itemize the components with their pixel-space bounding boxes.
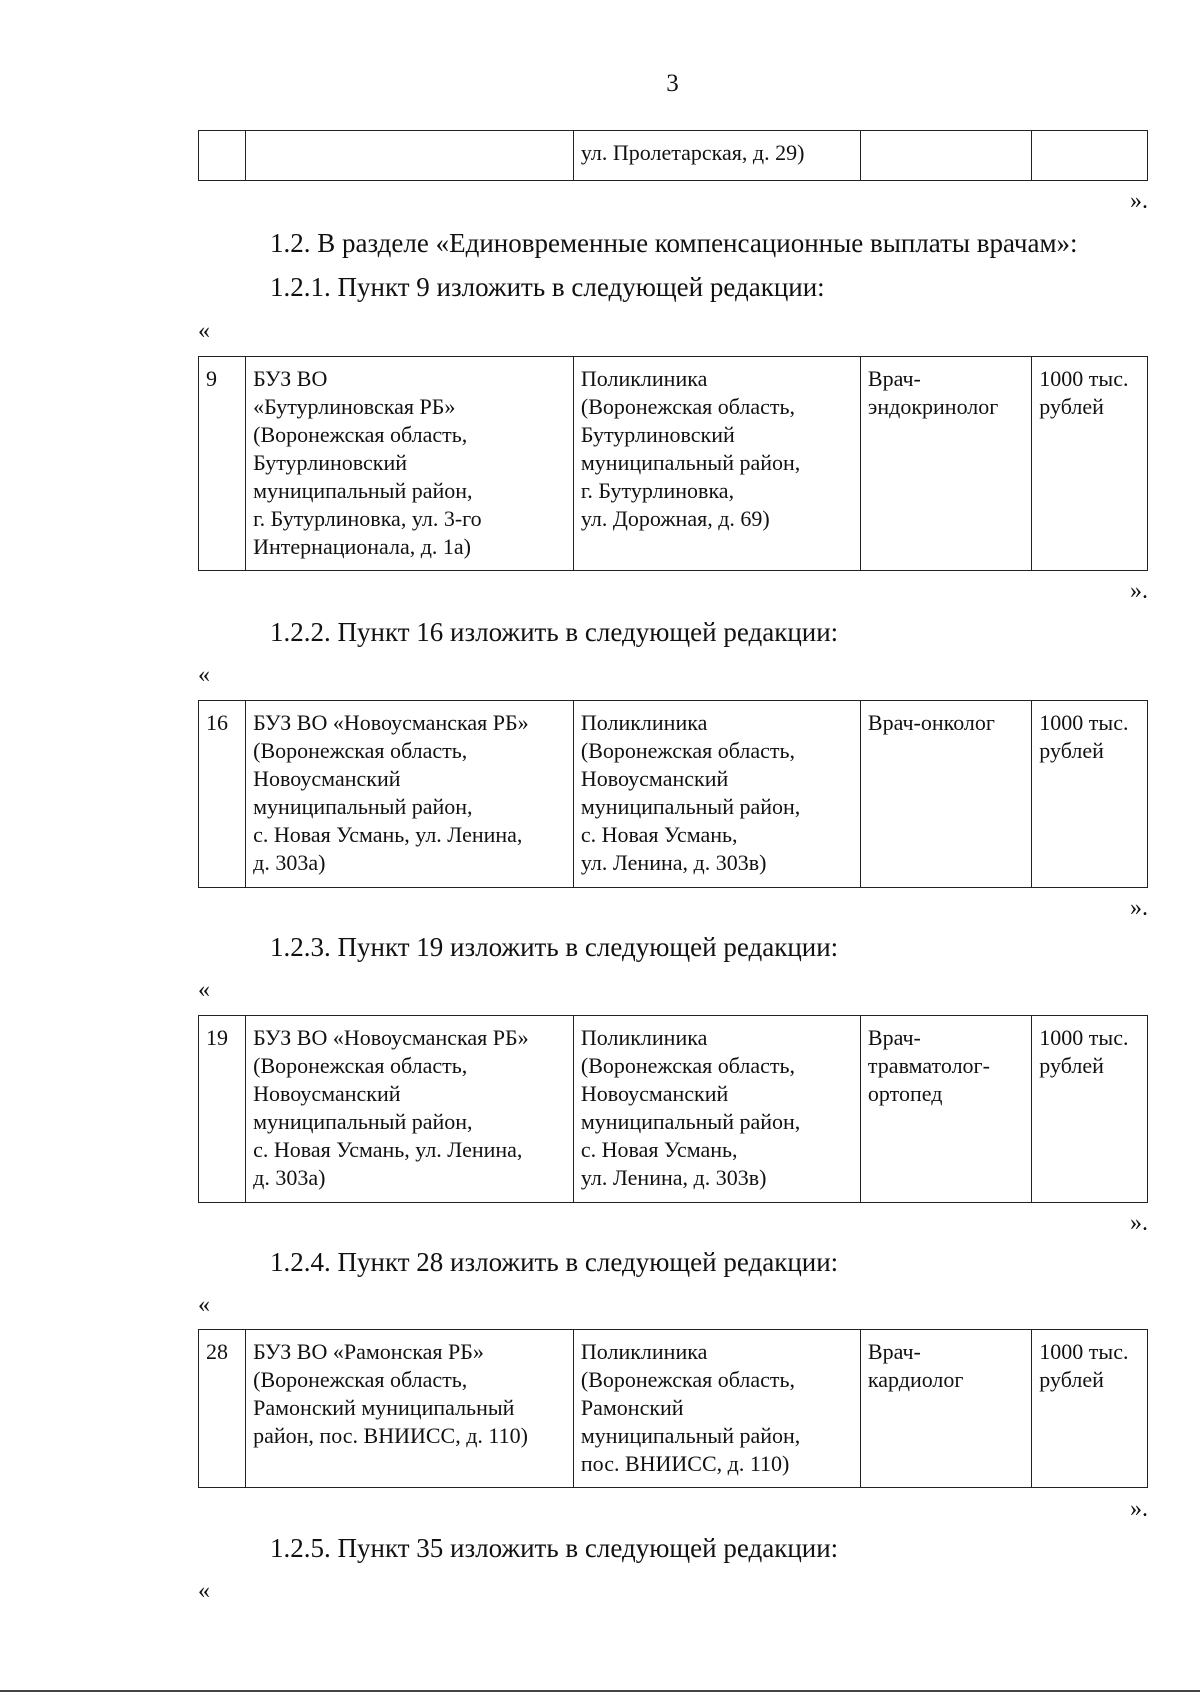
opening-quote: «	[198, 1578, 210, 1604]
item-heading: 1.2.3. Пункт 19 изложить в следующей редакции:	[270, 932, 839, 962]
organization-cell: БУЗ ВО «Рамонская РБ» (Воронежская область, Рамонский муниципальный район, пос. ВНИИСС, д. 110)	[246, 1330, 574, 1488]
item-heading: 1.2.2. Пункт 16 изложить в следующей редакции:	[270, 617, 839, 647]
item-number: 16	[199, 701, 246, 888]
item-table	[198, 1015, 1148, 1203]
specialty-cell: Врач-онколог	[860, 701, 1031, 888]
location-cell: Поликлиника (Воронежская область, Новоусманский муниципальный район, с. Новая Усмань, ул. Ленина, д. 303в)	[573, 1016, 860, 1203]
organization-cell: БУЗ ВО «Новоусманская РБ» (Воронежская область, Новоусманский муниципальный район, с. Новая Усмань, ул. Ленина, д. 303а)	[246, 1016, 574, 1203]
item-number: 19	[199, 1016, 246, 1203]
page-number: 3	[666, 70, 679, 97]
page-bottom-edge	[0, 1690, 1200, 1692]
item-heading: 1.2.1. Пункт 9 изложить в следующей редакции:	[270, 272, 825, 302]
specialty-cell: Врач- кардиолог	[860, 1330, 1031, 1488]
amount-cell: 1000 тыс. рублей	[1032, 1016, 1148, 1203]
opening-quote: «	[198, 662, 210, 688]
table-cell	[199, 131, 246, 181]
amount-cell: 1000 тыс. рублей	[1032, 357, 1148, 571]
closing-quote: ».	[1130, 188, 1148, 214]
closing-quote: ».	[1130, 1496, 1148, 1522]
organization-cell: БУЗ ВО «Бутурлиновская РБ» (Воронежская область, Бутурлиновский муниципальный район, г. Бутурлиновка, ул. 3-го Интернационала, д. 1а)	[246, 357, 574, 571]
closing-quote: ».	[1130, 578, 1148, 604]
location-cell: Поликлиника (Воронежская область, Рамонский муниципальный район, пос. ВНИИСС, д. 110)	[573, 1330, 860, 1488]
table-row	[199, 357, 1148, 571]
table-row	[199, 131, 1148, 181]
amount-cell: 1000 тыс. рублей	[1032, 701, 1148, 888]
table-row	[199, 701, 1148, 888]
location-cell: Поликлиника (Воронежская область, Бутурлиновский муниципальный район, г. Бутурлиновка, ул. Дорожная, д. 69)	[573, 357, 860, 571]
specialty-cell: Врач- эндокринолог	[860, 357, 1031, 571]
item-table	[198, 700, 1148, 888]
opening-quote: «	[198, 1292, 210, 1318]
opening-quote: «	[198, 318, 210, 344]
closing-quote: ».	[1130, 895, 1148, 921]
item-table	[198, 356, 1148, 571]
closing-quote: ».	[1130, 1210, 1148, 1236]
specialty-cell: Врач- травматолог- ортопед	[860, 1016, 1031, 1203]
table-row	[199, 1330, 1148, 1488]
table-cell	[1032, 131, 1148, 181]
item-heading: 1.2.5. Пункт 35 изложить в следующей редакции:	[270, 1533, 839, 1563]
item-number: 9	[199, 357, 246, 571]
item-heading: 1.2.4. Пункт 28 изложить в следующей редакции:	[270, 1247, 839, 1277]
top-continuation-table	[198, 130, 1148, 181]
table-cell: ул. Пролетарская, д. 29)	[573, 131, 860, 181]
table-cell	[860, 131, 1031, 181]
item-number: 28	[199, 1330, 246, 1488]
organization-cell: БУЗ ВО «Новоусманская РБ» (Воронежская область, Новоусманский муниципальный район, с. Новая Усмань, ул. Ленина, д. 303а)	[246, 701, 574, 888]
amount-cell: 1000 тыс. рублей	[1032, 1330, 1148, 1488]
opening-quote: «	[198, 977, 210, 1003]
table-cell	[246, 131, 574, 181]
location-cell: Поликлиника (Воронежская область, Новоусманский муниципальный район, с. Новая Усмань, ул. Ленина, д. 303в)	[573, 701, 860, 888]
table-row	[199, 1016, 1148, 1203]
item-table	[198, 1329, 1148, 1488]
section-heading: 1.2. В разделе «Единовременные компенсационные выплаты врачам»:	[270, 228, 1078, 258]
